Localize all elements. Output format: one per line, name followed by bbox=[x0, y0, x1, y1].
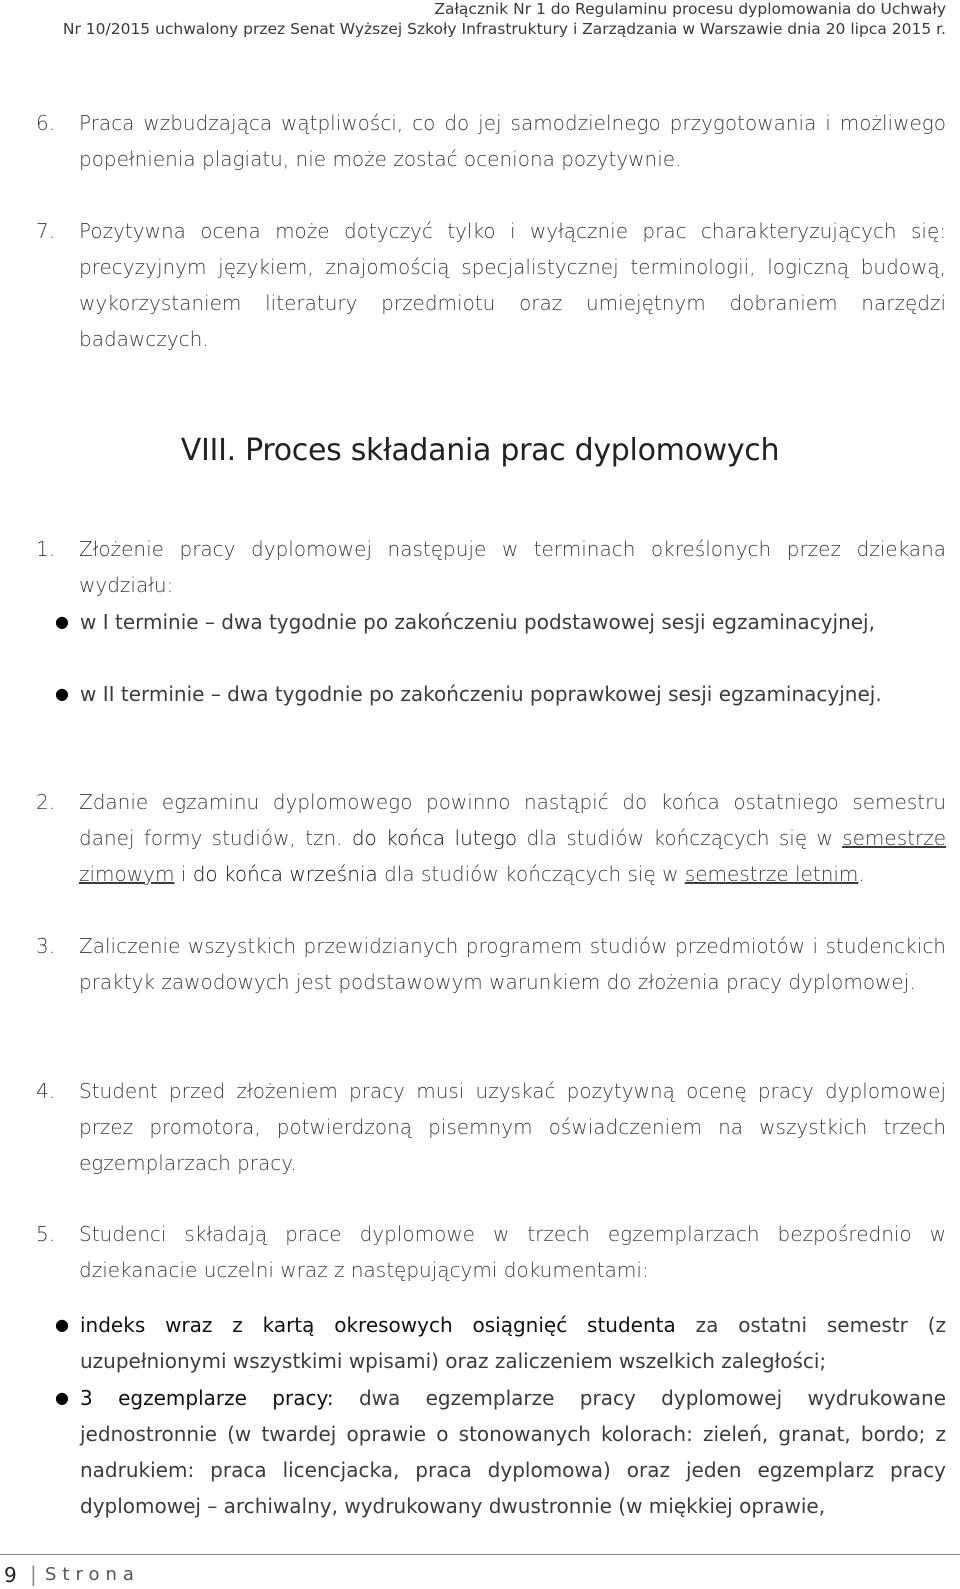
bullet-icon: ● bbox=[55, 1315, 69, 1334]
list-item-text bbox=[80, 1380, 946, 1524]
text-run: Zdanie egzaminu dyplomowego powinno nastąpić do końca ostatniego semestru danej formy studiów, tzn. bbox=[79, 790, 946, 850]
header-line-1: Załącznik Nr 1 do Regulaminu procesu dyplomowania do Uchwały bbox=[434, 0, 946, 18]
paragraph-item-7 bbox=[36, 213, 946, 357]
text-run: i bbox=[174, 862, 193, 886]
footer-separator: | bbox=[30, 1562, 37, 1586]
bullet-icon: ● bbox=[55, 684, 69, 703]
list-item-text bbox=[80, 1307, 946, 1379]
semester-summer: semestrze letnim bbox=[684, 862, 859, 886]
paragraph-item-6 bbox=[36, 105, 946, 177]
list-item-term-1 bbox=[55, 604, 946, 640]
header-line-2: Nr 10/2015 uchwalony przez Senat Wyższej Szkoły Infrastruktury i Zarządzania w Warszawie dnia 20 lipca 2015 r. bbox=[62, 20, 946, 38]
item-number: 6. bbox=[36, 111, 56, 135]
item-text: Studenci składają prace dyplomowe w trzech egzemplarzach bezpośrednio w dziekanacie uczelni wraz z następującymi dokumentami: bbox=[79, 1222, 946, 1282]
bullet-icon: ● bbox=[55, 612, 69, 631]
bullet-icon: ● bbox=[55, 1388, 69, 1407]
page-number: 9 bbox=[4, 1563, 17, 1587]
paragraph-item-5 bbox=[36, 1216, 946, 1288]
item-text: Pozytywna ocena może dotyczyć tylko i wyłącznie prac charakteryzujących się: precyzyjnym językiem, znajomością specjalistycznej terminologii, logiczną budową, wykorzystaniem literatury przedmiotu oraz umiejętnym dobraniem narzędzi badawczych. bbox=[79, 219, 946, 351]
paragraph-item-2 bbox=[36, 784, 946, 892]
deadline-winter: do końca lutego bbox=[351, 826, 518, 850]
item-number: 4. bbox=[36, 1079, 56, 1103]
document-name: 3 egzemplarze pracy: bbox=[80, 1386, 334, 1410]
item-text: Student przed złożeniem pracy musi uzyskać pozytywną ocenę pracy dyplomowej przez promotora, potwierdzoną pisemnym oświadczeniem na wszystkich trzech egzemplarzach pracy. bbox=[79, 1079, 946, 1175]
footer-divider bbox=[0, 1554, 960, 1555]
section-heading: VIII. Proces składania prac dyplomowych bbox=[180, 433, 780, 468]
text-run: dla studiów kończących się w bbox=[517, 826, 843, 850]
item-number: 5. bbox=[36, 1222, 56, 1246]
item-text bbox=[79, 784, 946, 892]
list-item-document-1 bbox=[44, 1307, 946, 1379]
item-number: 2. bbox=[36, 790, 56, 814]
page-footer bbox=[0, 1554, 960, 1589]
list-item-text: w II terminie – dwa tygodnie po zakończeniu poprawkowej sesji egzaminacyjnej. bbox=[80, 682, 882, 706]
document-name: indeks wraz z kartą okresowych osiągnięć studenta bbox=[80, 1313, 676, 1337]
list-item-term-2 bbox=[55, 676, 946, 712]
list-item-text: w I terminie – dwa tygodnie po zakończeniu podstawowej sesji egzaminacyjnej, bbox=[80, 610, 875, 634]
semester-winter: semestrze zimowym bbox=[79, 826, 947, 886]
text-run: dwa egzemplarze pracy dyplomowej wydrukowane jednostronnie (w twardej oprawie o stonowanych kolorach: zieleń, granat, bordo; z nadrukiem: praca licencjacka, praca dyplomowa) oraz jeden egzemplarz pracy dyplomowej – archiwalny, wydrukowany dwustronnie (w miękkiej oprawie, bbox=[80, 1386, 946, 1518]
text-run: dla studiów kończących się w bbox=[377, 862, 685, 886]
item-text: Praca wzbudzająca wątpliwości, co do jej samodzielnego przygotowania i możliwego popełnienia plagiatu, nie może zostać oceniona pozytywnie. bbox=[79, 111, 946, 171]
paragraph-item-4 bbox=[36, 1073, 946, 1181]
deadline-summer: do końca września bbox=[192, 862, 378, 886]
item-number: 7. bbox=[36, 219, 56, 243]
text-run: . bbox=[858, 862, 865, 886]
paragraph-item-1 bbox=[36, 531, 946, 603]
item-text: Zaliczenie wszystkich przewidzianych programem studiów przedmiotów i studenckich praktyk zawodowych jest podstawowym warunkiem do złożenia pracy dyplomowej. bbox=[79, 934, 946, 994]
item-text: Złożenie pracy dyplomowej następuje w terminach określonych przez dziekana wydziału: bbox=[79, 537, 946, 597]
item-number: 1. bbox=[36, 537, 56, 561]
page-label: Strona bbox=[45, 1564, 140, 1585]
item-number: 3. bbox=[36, 934, 56, 958]
list-item-document-2 bbox=[44, 1380, 946, 1524]
text-run: za ostatni semestr (z uzupełnionymi wszystkimi wpisami) oraz zaliczeniem wszelkich zaległości; bbox=[80, 1313, 947, 1373]
paragraph-item-3 bbox=[36, 928, 946, 1000]
